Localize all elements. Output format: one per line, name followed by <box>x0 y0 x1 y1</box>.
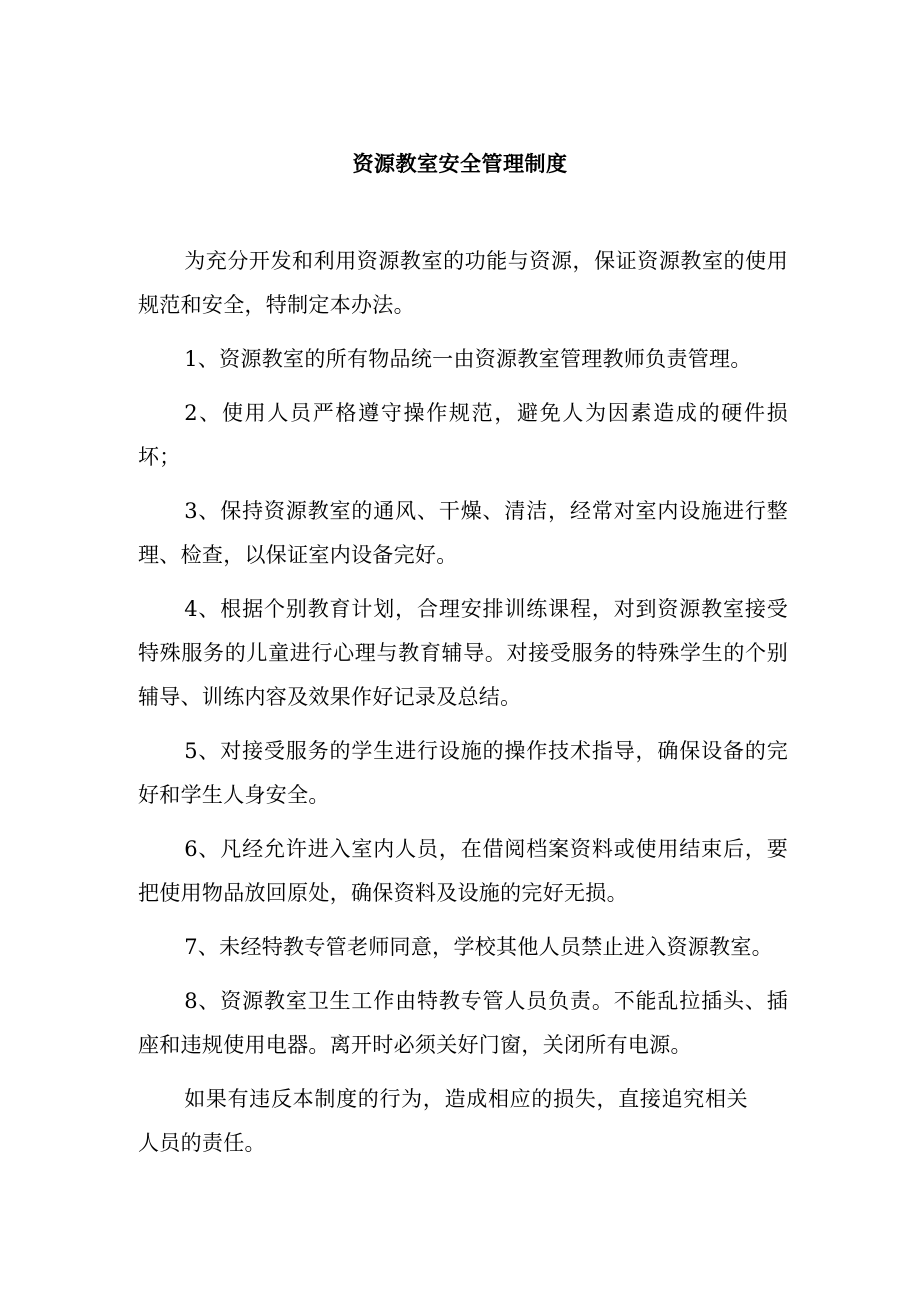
rule-2: 2、使用人员严格遵守操作规范，避免人为因素造成的硬件损坏； <box>138 401 788 469</box>
document-body <box>138 239 788 1175</box>
rule-4: 4、根据个别教育计划，合理安排训练课程，对到资源教室接受特殊服务的儿童进行心理与教育辅导。对接受服务的特殊学生的个别辅导、训练内容及效果作好记录及总结。 <box>138 597 788 709</box>
rule-7: 7、未经特教专管老师同意，学校其他人员禁止进入资源教室。 <box>184 935 773 959</box>
closing-paragraph: 如果有违反本制度的行为，造成相应的损失，直接追究相关人员的责任。 <box>138 1087 748 1155</box>
intro-paragraph: 为充分开发和利用资源教室的功能与资源，保证资源教室的使用规范和安全，特制定本办法。 <box>138 249 788 317</box>
rule-6: 6、凡经允许进入室内人员，在借阅档案资料或使用结束后，要把使用物品放回原处，确保资料及设施的完好无损。 <box>138 837 788 905</box>
rule-5: 5、对接受服务的学生进行设施的操作技术指导，确保设备的完好和学生人身安全。 <box>138 739 788 807</box>
rule-8: 8、资源教室卫生工作由特教专管人员负责。不能乱拉插头、插座和违规使用电器。离开时必须关好门窗，关闭所有电源。 <box>138 989 788 1057</box>
rule-3: 3、保持资源教室的通风、干燥、清洁，经常对室内设施进行整理、检查，以保证室内设备完好。 <box>138 499 788 567</box>
rule-1: 1、资源教室的所有物品统一由资源教室管理教师负责管理。 <box>184 347 752 371</box>
document-title: 资源教室安全管理制度 <box>352 151 568 176</box>
